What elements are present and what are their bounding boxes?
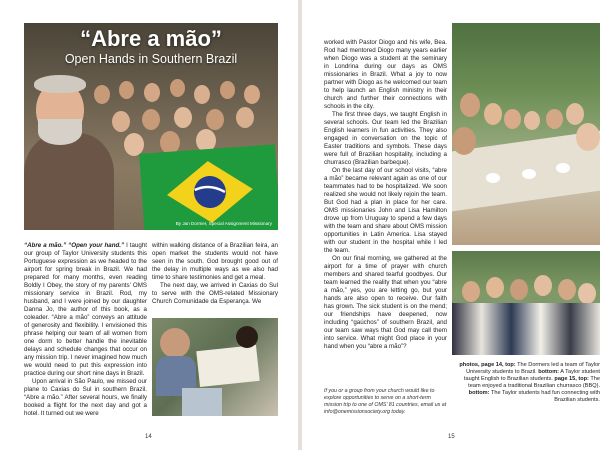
- plate: [522, 169, 536, 179]
- photo-person: [94, 85, 110, 104]
- photo-person: [174, 107, 192, 128]
- paragraph: On the last day of our school visits, “abre a mão” became relevant again as one of our teammates had to be hospitalized. We soon realized she would not likely rejoin the team. But God had a plan in place for her care. OMS missionaries John and Lisa Hamilton drove up from Uruguay to spend a few days with the team and share about OMS mission opportunities in Latin America. Lisa stayed with our student in the hospital while I led the team.: [324, 167, 447, 254]
- photo-beard: [38, 119, 82, 145]
- photo-person: [484, 103, 502, 125]
- caption-label: bottom:: [468, 390, 490, 396]
- photo-person: [160, 328, 190, 358]
- photo-person: [206, 109, 224, 130]
- caption-text: A Taylor student taught English to Brazilian students.: [463, 369, 600, 382]
- photo-person: [510, 279, 528, 300]
- photo-person: [576, 123, 600, 151]
- left-column-1: [24, 242, 147, 418]
- photo-person: [486, 277, 504, 298]
- photo-person: [566, 103, 584, 125]
- caption-label: page 15, top:: [554, 376, 589, 382]
- right-column-text: [324, 39, 447, 351]
- churrasco-photo: [452, 23, 600, 245]
- photo-person: [244, 85, 260, 104]
- flag-diamond: [163, 156, 257, 228]
- photo-caption: [452, 362, 600, 404]
- photo-person: [534, 275, 552, 296]
- paragraph-text: I taught our group of Taylor University students this Portuguese expression as we headed to the airport for spring break in Brazil. We had prepared for many months, even reading Boldly I Obey, the story of my parents’ OMS missionary service in Brazil. Rod, my husband, and I were joined by our daughter Danna Jo, the author of this book, as a coleader. “Abre a mão” conveys an attitude of generosity and flexibility. I envisioned this phrase helping our team of all women from one dorm to better handle the inevitable delays and schedule changes that occur on any mission trip. I never imagined how much we would need to put this expression into practice during our short nine days in Brazil.: [24, 242, 147, 377]
- article-subtitle: Open Hands in Southern Brazil: [64, 52, 238, 66]
- brazil-flag: [139, 144, 278, 230]
- photo-hair: [34, 75, 86, 93]
- page-number-right: 15: [448, 434, 455, 440]
- photo-person: [452, 127, 476, 155]
- photo-person: [144, 83, 160, 102]
- photo-person: [546, 109, 563, 129]
- worksheet: [196, 345, 259, 387]
- caption-text: The team enjoyed a traditional Brazilian churrasco (BBQ).: [468, 376, 600, 389]
- photo-person: [236, 107, 254, 128]
- paragraph: within walking distance of a Brazilian feira, an open market the students would not have seen in the south. God brought good out of the delay in multiple ways as we also had time to share testimonies and get a meal.: [152, 242, 278, 281]
- photo-people-clothes: [452, 303, 600, 355]
- photo-person: [194, 85, 210, 104]
- page-14: [0, 0, 298, 450]
- caption-label: bottom:: [538, 369, 560, 375]
- call-to-action-note: If you or a group from your church would like to explore opportunities to serve on a short-term mission trip to one of OMS’ 81 countries, email us at info@onemissionsociety.org today.: [324, 388, 447, 415]
- photo-person: [524, 111, 540, 130]
- photo-credit: By Jan Dormer, Special Assignment Missionary: [175, 221, 272, 226]
- plate: [486, 173, 500, 183]
- photo-person: [142, 109, 160, 130]
- photo-person: [124, 133, 144, 156]
- photo-person-shirt: [182, 388, 222, 416]
- photo-person: [220, 81, 235, 99]
- lead-phrase: “Abre a mão.” “Open your hand.”: [24, 242, 125, 249]
- classroom-photo: [152, 318, 278, 416]
- photo-person: [112, 111, 130, 132]
- photo-person: [460, 93, 480, 117]
- caption-label: photos, page 14, top:: [459, 362, 516, 368]
- photo-person: [558, 279, 576, 300]
- left-column-2: [152, 242, 278, 306]
- page-15: [302, 0, 600, 450]
- photo-person-shirt: [24, 133, 114, 230]
- hero-photo: [24, 23, 278, 230]
- plate: [556, 163, 570, 173]
- photo-person: [119, 81, 134, 99]
- paragraph: Upon arrival in São Paulo, we missed our plane to Caxias do Sul in southern Brazil. “Abre a mão.” After several hours, we finally booked a flight for the next day and got a hotel. It turned out we were: [24, 378, 147, 417]
- students-group-photo: [452, 251, 600, 355]
- paragraph: worked with Pastor Diogo and his wife, Bea. Rod had mentored Diogo many years earlier when Diogo was a student at the seminary in Londrina during our days as OMS missionaries in Brazil. What a joy to now partner with Diogo as he welcomed our team to help launch an English ministry in their church and further their connections with schools in the city.: [324, 39, 447, 110]
- photo-person: [170, 79, 185, 97]
- page-number-left: 14: [145, 434, 152, 440]
- article-title: “Abre a mão”: [80, 26, 222, 51]
- paragraph: [24, 242, 147, 378]
- paragraph: The first three days, we taught English in several schools. Our team led the Brazilian English learners in fun activities. They also engaged in conversation on the topic of Easter traditions and symbols. These days were full of Brazilian hospitality, including a churrasco (Brazilian barbeque).: [324, 111, 447, 166]
- paragraph: The next day, we arrived in Caxias do Sul to serve with the OMS-related Missionary Church Comunidade da Esperança. We: [152, 282, 278, 305]
- photo-person: [504, 109, 521, 129]
- photo-person: [578, 283, 596, 304]
- photo-person: [236, 326, 258, 348]
- caption-text: The Taylor students had fun connecting with Brazilian students.: [489, 390, 600, 403]
- paragraph: On our final morning, we gathered at the airport for a time of prayer with church members and shared tearful goodbyes. Our team learned the reality that when you “abre a mão,” yes, you are letting go, but your hands are also open to receive. Our faith has grown. The sick student is on the mend; our friendships have deepened, now including “gaúchos” of southern Brazil, and our team saw ways that God may call them into service. What might God place in your hand when you “abre a mão”?: [324, 255, 447, 350]
- photo-person: [462, 281, 480, 302]
- caption-text: The Dormers led a team of Taylor University students to Brazil.: [466, 362, 600, 375]
